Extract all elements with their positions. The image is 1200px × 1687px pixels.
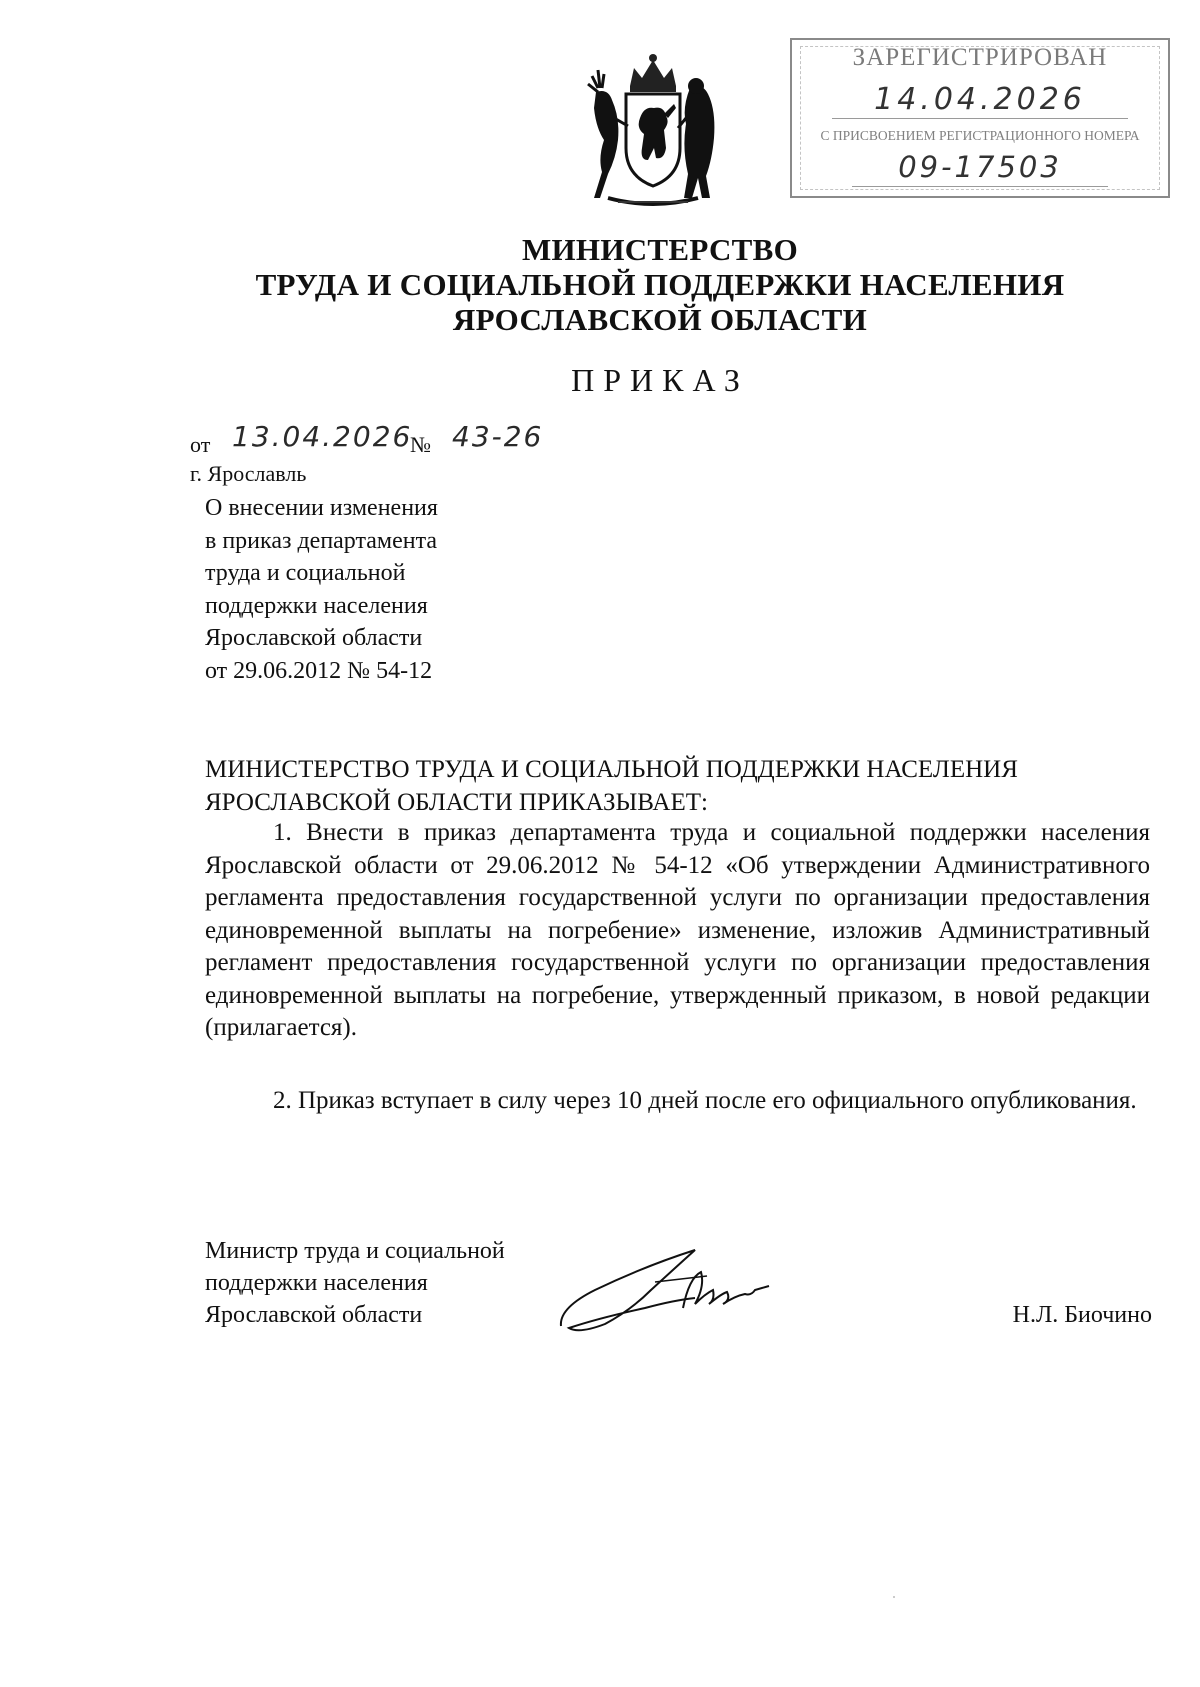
- ministry-name-line-1: МИНИСТЕРСТВО: [521, 232, 799, 267]
- order-item-1: [205, 817, 1150, 1045]
- scan-speck: [893, 1596, 895, 1598]
- order-preamble: МИНИСТЕРСТВО ТРУДА И СОЦИАЛЬНОЙ ПОДДЕРЖКИ НАСЕЛЕНИЯ ЯРОСЛАВСКОЙ ОБЛАСТИ ПРИКАЗЫВАЕТ:: [205, 756, 1018, 816]
- order-city: г. Ярославль: [190, 461, 307, 486]
- signer-position-line: Ярославской области: [205, 1302, 423, 1328]
- coat-of-arms-icon: [578, 48, 728, 208]
- order-item-2-text: 2. Приказ вступает в силу через 10 дней после его официального опубликования.: [273, 1087, 1137, 1114]
- subject-line: от 29.06.2012 № 54-12: [205, 657, 433, 684]
- subject-line: Ярославской области: [205, 625, 423, 651]
- subject-line: поддержки населения: [205, 592, 428, 619]
- handwritten-signature: [555, 1238, 795, 1338]
- order-item-1-text: 1. Внести в приказ департамента труда и социальной поддержки населения Ярославской области от 29.06.2012 № 54-12 «Об утверждении Административного регламента предоставления государственной услуги по организации предоставления единовременной выплаты на погребение» изменение, изложив Административный регламент предоставления государственной услуги по организации предоставления единовременной выплаты на погребение, утвержденный приказом, в новой редакции (прилагается).: [205, 819, 1150, 1041]
- stamp-registration-number: 09-17503: [852, 150, 1108, 187]
- document-type-title: ПРИКАЗ: [571, 362, 749, 398]
- order-item-2: [205, 1085, 1150, 1118]
- number-label: №: [410, 432, 431, 457]
- order-date: 13.04.2026: [232, 420, 413, 453]
- order-number: 43-26: [452, 420, 544, 453]
- signer-position: [205, 1235, 585, 1331]
- stamp-title: ЗАРЕГИСТРИРОВАН: [852, 44, 1108, 71]
- signer-position-line: Министр труда и социальной: [205, 1238, 505, 1264]
- date-label: от: [190, 432, 211, 457]
- stamp-caption: С ПРИСВОЕНИЕМ РЕГИСТРАЦИОННОГО НОМЕРА: [820, 128, 1140, 143]
- subject-line: О внесении изменения: [205, 495, 438, 521]
- signer-name: Н.Л. Биочино: [1012, 1302, 1152, 1328]
- subject-line: в приказ департамента: [205, 527, 438, 554]
- ministry-name-line-3: ЯРОСЛАВСКОЙ ОБЛАСТИ: [452, 302, 868, 337]
- order-subject: [205, 492, 545, 687]
- registration-stamp: [790, 38, 1170, 198]
- signer-position-line: поддержки населения: [205, 1270, 428, 1296]
- ministry-name-line-2: ТРУДА И СОЦИАЛЬНОЙ ПОДДЕРЖКИ НАСЕЛЕНИЯ: [255, 267, 1065, 302]
- subject-line: труда и социальной: [205, 560, 406, 586]
- stamp-registration-date: 14.04.2026: [832, 82, 1128, 119]
- order-date-number-row: [190, 420, 790, 460]
